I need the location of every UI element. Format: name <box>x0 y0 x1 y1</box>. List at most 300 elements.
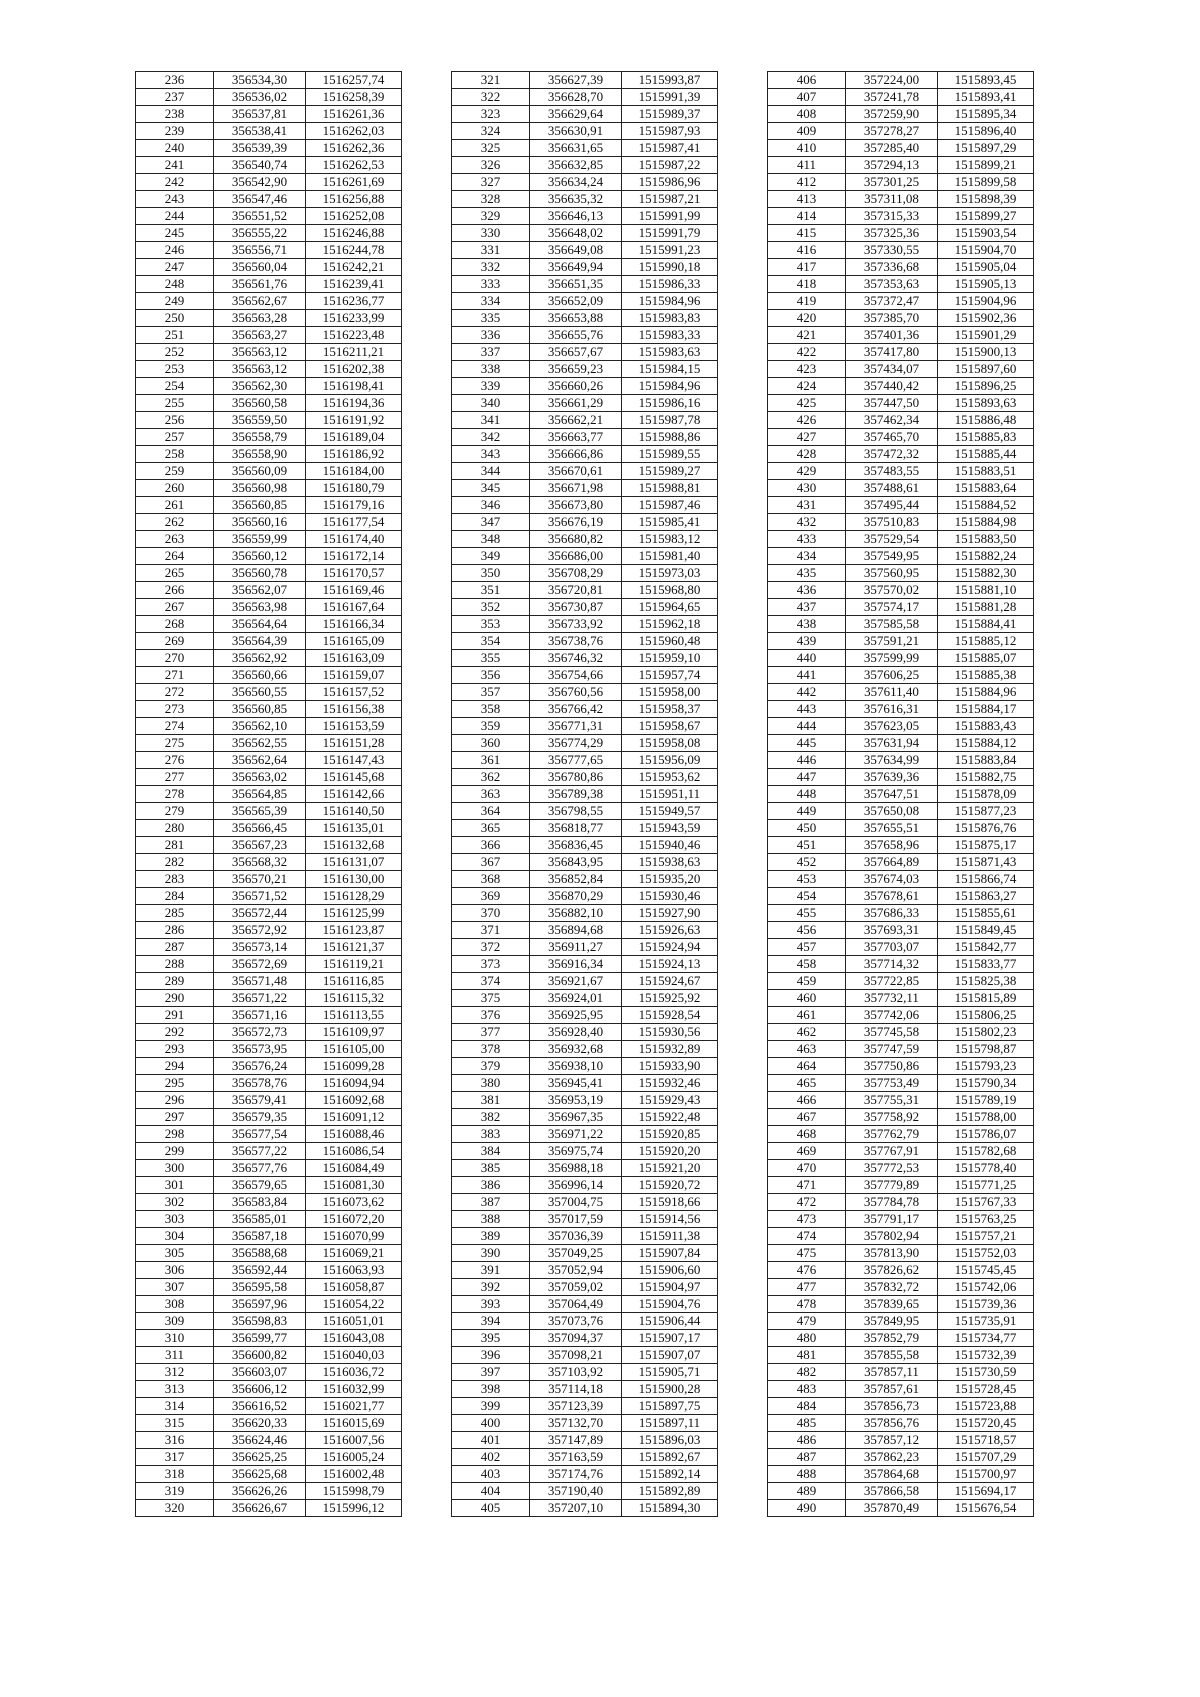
table-row <box>452 1194 718 1211</box>
point-number-cell: 306 <box>136 1262 214 1279</box>
y-coordinate-cell: 1515962,18 <box>622 616 718 633</box>
y-coordinate-cell: 1515881,28 <box>938 599 1034 616</box>
x-coordinate-cell: 356967,35 <box>530 1109 622 1126</box>
point-number-cell: 371 <box>452 922 530 939</box>
y-coordinate-cell: 1515802,23 <box>938 1024 1034 1041</box>
table-row <box>136 395 402 412</box>
point-number-cell: 256 <box>136 412 214 429</box>
x-coordinate-cell: 357599,99 <box>846 650 938 667</box>
y-coordinate-cell: 1515878,09 <box>938 786 1034 803</box>
x-coordinate-cell: 356652,09 <box>530 293 622 310</box>
table-row <box>136 837 402 854</box>
table-row <box>452 497 718 514</box>
x-coordinate-cell: 356534,30 <box>214 72 306 89</box>
table-row <box>452 463 718 480</box>
point-number-cell: 462 <box>768 1024 846 1041</box>
x-coordinate-cell: 356662,21 <box>530 412 622 429</box>
point-number-cell: 299 <box>136 1143 214 1160</box>
x-coordinate-cell: 356572,73 <box>214 1024 306 1041</box>
x-coordinate-cell: 356660,26 <box>530 378 622 395</box>
x-coordinate-cell: 357353,63 <box>846 276 938 293</box>
x-coordinate-cell: 357791,17 <box>846 1211 938 1228</box>
y-coordinate-cell: 1516258,39 <box>306 89 402 106</box>
point-number-cell: 441 <box>768 667 846 684</box>
table-row <box>768 1177 1034 1194</box>
point-number-cell: 404 <box>452 1483 530 1500</box>
table-row <box>452 616 718 633</box>
point-number-cell: 392 <box>452 1279 530 1296</box>
x-coordinate-cell: 356882,10 <box>530 905 622 922</box>
x-coordinate-cell: 356606,12 <box>214 1381 306 1398</box>
table-row <box>452 242 718 259</box>
table-row <box>452 429 718 446</box>
y-coordinate-cell: 1515793,23 <box>938 1058 1034 1075</box>
x-coordinate-cell: 357639,36 <box>846 769 938 786</box>
point-number-cell: 363 <box>452 786 530 803</box>
point-number-cell: 475 <box>768 1245 846 1262</box>
point-number-cell: 238 <box>136 106 214 123</box>
table-row <box>136 684 402 701</box>
table-row <box>768 548 1034 565</box>
y-coordinate-cell: 1515842,77 <box>938 939 1034 956</box>
x-coordinate-cell: 357098,21 <box>530 1347 622 1364</box>
y-coordinate-cell: 1516058,87 <box>306 1279 402 1296</box>
table-row <box>136 1347 402 1364</box>
table-row <box>452 871 718 888</box>
point-number-cell: 370 <box>452 905 530 922</box>
point-number-cell: 463 <box>768 1041 846 1058</box>
table-row <box>768 1211 1034 1228</box>
y-coordinate-cell: 1515920,72 <box>622 1177 718 1194</box>
x-coordinate-cell: 357686,33 <box>846 905 938 922</box>
x-coordinate-cell: 357664,89 <box>846 854 938 871</box>
x-coordinate-cell: 356556,71 <box>214 242 306 259</box>
table-row <box>136 888 402 905</box>
x-coordinate-cell: 357857,12 <box>846 1432 938 1449</box>
point-number-cell: 421 <box>768 327 846 344</box>
y-coordinate-cell: 1516159,07 <box>306 667 402 684</box>
y-coordinate-cell: 1516043,08 <box>306 1330 402 1347</box>
y-coordinate-cell: 1516142,66 <box>306 786 402 803</box>
y-coordinate-cell: 1515866,74 <box>938 871 1034 888</box>
table-row <box>136 820 402 837</box>
x-coordinate-cell: 356558,79 <box>214 429 306 446</box>
point-number-cell: 267 <box>136 599 214 616</box>
table-row <box>768 1228 1034 1245</box>
x-coordinate-cell: 356562,07 <box>214 582 306 599</box>
table-row <box>768 242 1034 259</box>
table-row <box>768 395 1034 412</box>
y-coordinate-cell: 1515896,03 <box>622 1432 718 1449</box>
y-coordinate-cell: 1516156,38 <box>306 701 402 718</box>
x-coordinate-cell: 357049,25 <box>530 1245 622 1262</box>
y-coordinate-cell: 1516242,21 <box>306 259 402 276</box>
y-coordinate-cell: 1516179,16 <box>306 497 402 514</box>
x-coordinate-cell: 357631,94 <box>846 735 938 752</box>
y-coordinate-cell: 1515904,70 <box>938 242 1034 259</box>
x-coordinate-cell: 356671,98 <box>530 480 622 497</box>
y-coordinate-cell: 1515767,33 <box>938 1194 1034 1211</box>
table-row <box>452 208 718 225</box>
x-coordinate-cell: 356560,16 <box>214 514 306 531</box>
table-row <box>136 1041 402 1058</box>
x-coordinate-cell: 356562,30 <box>214 378 306 395</box>
y-coordinate-cell: 1516036,72 <box>306 1364 402 1381</box>
table-row <box>136 905 402 922</box>
point-number-cell: 464 <box>768 1058 846 1075</box>
x-coordinate-cell: 356657,67 <box>530 344 622 361</box>
table-row <box>136 174 402 191</box>
x-coordinate-cell: 357606,25 <box>846 667 938 684</box>
point-number-cell: 261 <box>136 497 214 514</box>
y-coordinate-cell: 1515986,33 <box>622 276 718 293</box>
point-number-cell: 293 <box>136 1041 214 1058</box>
y-coordinate-cell: 1515940,46 <box>622 837 718 854</box>
y-coordinate-cell: 1515918,66 <box>622 1194 718 1211</box>
y-coordinate-cell: 1516069,21 <box>306 1245 402 1262</box>
x-coordinate-cell: 356565,39 <box>214 803 306 820</box>
x-coordinate-cell: 356928,40 <box>530 1024 622 1041</box>
point-number-cell: 344 <box>452 463 530 480</box>
point-number-cell: 319 <box>136 1483 214 1500</box>
table-row <box>452 956 718 973</box>
table-row <box>136 1092 402 1109</box>
x-coordinate-cell: 357722,85 <box>846 973 938 990</box>
y-coordinate-cell: 1516005,24 <box>306 1449 402 1466</box>
x-coordinate-cell: 356760,56 <box>530 684 622 701</box>
point-number-cell: 298 <box>136 1126 214 1143</box>
table-row <box>768 837 1034 854</box>
x-coordinate-cell: 356560,58 <box>214 395 306 412</box>
point-number-cell: 263 <box>136 531 214 548</box>
y-coordinate-cell: 1515983,63 <box>622 344 718 361</box>
x-coordinate-cell: 357224,00 <box>846 72 938 89</box>
x-coordinate-cell: 357852,79 <box>846 1330 938 1347</box>
x-coordinate-cell: 357714,32 <box>846 956 938 973</box>
y-coordinate-cell: 1515806,25 <box>938 1007 1034 1024</box>
point-number-cell: 252 <box>136 344 214 361</box>
point-number-cell: 353 <box>452 616 530 633</box>
table-row <box>768 752 1034 769</box>
table-row <box>452 1381 718 1398</box>
y-coordinate-cell: 1516166,34 <box>306 616 402 633</box>
y-coordinate-cell: 1515902,36 <box>938 310 1034 327</box>
x-coordinate-cell: 356975,74 <box>530 1143 622 1160</box>
x-coordinate-cell: 357864,68 <box>846 1466 938 1483</box>
point-number-cell: 455 <box>768 905 846 922</box>
y-coordinate-cell: 1515897,11 <box>622 1415 718 1432</box>
y-coordinate-cell: 1516262,03 <box>306 123 402 140</box>
y-coordinate-cell: 1516105,00 <box>306 1041 402 1058</box>
y-coordinate-cell: 1515871,43 <box>938 854 1034 871</box>
table-row <box>136 1415 402 1432</box>
y-coordinate-cell: 1515984,96 <box>622 293 718 310</box>
table-row <box>452 565 718 582</box>
y-coordinate-cell: 1516169,46 <box>306 582 402 599</box>
table-row <box>136 1126 402 1143</box>
x-coordinate-cell: 356551,52 <box>214 208 306 225</box>
x-coordinate-cell: 356620,33 <box>214 1415 306 1432</box>
table-row <box>452 361 718 378</box>
x-coordinate-cell: 356843,95 <box>530 854 622 871</box>
y-coordinate-cell: 1516174,40 <box>306 531 402 548</box>
y-coordinate-cell: 1516135,01 <box>306 820 402 837</box>
point-number-cell: 479 <box>768 1313 846 1330</box>
point-number-cell: 357 <box>452 684 530 701</box>
point-number-cell: 322 <box>452 89 530 106</box>
x-coordinate-cell: 356789,38 <box>530 786 622 803</box>
x-coordinate-cell: 356680,82 <box>530 531 622 548</box>
table-row <box>768 905 1034 922</box>
y-coordinate-cell: 1515987,41 <box>622 140 718 157</box>
table-row <box>768 786 1034 803</box>
point-number-cell: 445 <box>768 735 846 752</box>
point-number-cell: 466 <box>768 1092 846 1109</box>
point-number-cell: 257 <box>136 429 214 446</box>
y-coordinate-cell: 1515983,83 <box>622 310 718 327</box>
y-coordinate-cell: 1515927,90 <box>622 905 718 922</box>
x-coordinate-cell: 356625,25 <box>214 1449 306 1466</box>
y-coordinate-cell: 1515885,38 <box>938 667 1034 684</box>
x-coordinate-cell: 357560,95 <box>846 565 938 582</box>
table-row <box>452 1313 718 1330</box>
point-number-cell: 314 <box>136 1398 214 1415</box>
x-coordinate-cell: 356539,39 <box>214 140 306 157</box>
y-coordinate-cell: 1515998,79 <box>306 1483 402 1500</box>
x-coordinate-cell: 357064,49 <box>530 1296 622 1313</box>
table-row <box>136 1330 402 1347</box>
point-number-cell: 382 <box>452 1109 530 1126</box>
x-coordinate-cell: 356567,23 <box>214 837 306 854</box>
table-row <box>136 1313 402 1330</box>
table-row <box>452 1364 718 1381</box>
x-coordinate-cell: 356583,84 <box>214 1194 306 1211</box>
table-row <box>452 1449 718 1466</box>
y-coordinate-cell: 1515987,21 <box>622 191 718 208</box>
table-row <box>452 752 718 769</box>
point-number-cell: 269 <box>136 633 214 650</box>
table-row <box>452 140 718 157</box>
table-row <box>136 72 402 89</box>
y-coordinate-cell: 1516165,09 <box>306 633 402 650</box>
x-coordinate-cell: 356592,44 <box>214 1262 306 1279</box>
point-number-cell: 406 <box>768 72 846 89</box>
x-coordinate-cell: 356670,61 <box>530 463 622 480</box>
x-coordinate-cell: 357285,40 <box>846 140 938 157</box>
x-coordinate-cell: 357278,27 <box>846 123 938 140</box>
table-row <box>452 854 718 871</box>
coordinate-table-1 <box>135 71 402 1517</box>
table-row <box>768 1415 1034 1432</box>
x-coordinate-cell: 357674,03 <box>846 871 938 888</box>
x-coordinate-cell: 357190,40 <box>530 1483 622 1500</box>
x-coordinate-cell: 356577,22 <box>214 1143 306 1160</box>
y-coordinate-cell: 1515883,50 <box>938 531 1034 548</box>
table-row <box>768 616 1034 633</box>
point-number-cell: 292 <box>136 1024 214 1041</box>
table-row <box>452 327 718 344</box>
x-coordinate-cell: 357762,79 <box>846 1126 938 1143</box>
y-coordinate-cell: 1515742,06 <box>938 1279 1034 1296</box>
table-row <box>452 310 718 327</box>
table-row <box>136 1058 402 1075</box>
y-coordinate-cell: 1515989,55 <box>622 446 718 463</box>
table-row <box>452 888 718 905</box>
y-coordinate-cell: 1515911,38 <box>622 1228 718 1245</box>
point-number-cell: 337 <box>452 344 530 361</box>
y-coordinate-cell: 1515892,14 <box>622 1466 718 1483</box>
point-number-cell: 303 <box>136 1211 214 1228</box>
y-coordinate-cell: 1515960,48 <box>622 633 718 650</box>
table-row <box>768 871 1034 888</box>
table-row <box>136 327 402 344</box>
point-number-cell: 246 <box>136 242 214 259</box>
table-row <box>768 497 1034 514</box>
point-number-cell: 452 <box>768 854 846 871</box>
x-coordinate-cell: 356625,68 <box>214 1466 306 1483</box>
point-number-cell: 399 <box>452 1398 530 1415</box>
x-coordinate-cell: 357855,58 <box>846 1347 938 1364</box>
point-number-cell: 488 <box>768 1466 846 1483</box>
x-coordinate-cell: 357163,59 <box>530 1449 622 1466</box>
x-coordinate-cell: 356560,85 <box>214 701 306 718</box>
table-row <box>768 1126 1034 1143</box>
point-number-cell: 242 <box>136 174 214 191</box>
x-coordinate-cell: 357857,11 <box>846 1364 938 1381</box>
y-coordinate-cell: 1515920,85 <box>622 1126 718 1143</box>
table-row <box>136 1245 402 1262</box>
table-row <box>768 565 1034 582</box>
point-number-cell: 249 <box>136 293 214 310</box>
x-coordinate-cell: 356627,39 <box>530 72 622 89</box>
x-coordinate-cell: 356571,22 <box>214 990 306 1007</box>
x-coordinate-cell: 356730,87 <box>530 599 622 616</box>
y-coordinate-cell: 1515899,27 <box>938 208 1034 225</box>
y-coordinate-cell: 1515932,46 <box>622 1075 718 1092</box>
x-coordinate-cell: 356629,64 <box>530 106 622 123</box>
table-row <box>136 1398 402 1415</box>
y-coordinate-cell: 1516157,52 <box>306 684 402 701</box>
y-coordinate-cell: 1515981,40 <box>622 548 718 565</box>
point-number-cell: 447 <box>768 769 846 786</box>
table-row <box>452 1007 718 1024</box>
table-row <box>768 531 1034 548</box>
y-coordinate-cell: 1516121,37 <box>306 939 402 956</box>
x-coordinate-cell: 357123,39 <box>530 1398 622 1415</box>
x-coordinate-cell: 357495,44 <box>846 497 938 514</box>
point-number-cell: 291 <box>136 1007 214 1024</box>
y-coordinate-cell: 1515884,52 <box>938 497 1034 514</box>
x-coordinate-cell: 357784,78 <box>846 1194 938 1211</box>
point-number-cell: 301 <box>136 1177 214 1194</box>
point-number-cell: 414 <box>768 208 846 225</box>
point-number-cell: 317 <box>136 1449 214 1466</box>
x-coordinate-cell: 357294,13 <box>846 157 938 174</box>
table-row <box>452 446 718 463</box>
table-row <box>136 1160 402 1177</box>
y-coordinate-cell: 1516252,08 <box>306 208 402 225</box>
y-coordinate-cell: 1516113,55 <box>306 1007 402 1024</box>
x-coordinate-cell: 357856,73 <box>846 1398 938 1415</box>
table-row <box>452 259 718 276</box>
y-coordinate-cell: 1515798,87 <box>938 1041 1034 1058</box>
point-number-cell: 443 <box>768 701 846 718</box>
table-row <box>136 310 402 327</box>
y-coordinate-cell: 1515929,43 <box>622 1092 718 1109</box>
y-coordinate-cell: 1516261,69 <box>306 174 402 191</box>
y-coordinate-cell: 1515886,48 <box>938 412 1034 429</box>
y-coordinate-cell: 1515884,96 <box>938 684 1034 701</box>
point-number-cell: 474 <box>768 1228 846 1245</box>
point-number-cell: 243 <box>136 191 214 208</box>
table-row <box>136 378 402 395</box>
x-coordinate-cell: 356561,76 <box>214 276 306 293</box>
point-number-cell: 350 <box>452 565 530 582</box>
x-coordinate-cell: 357330,55 <box>846 242 938 259</box>
x-coordinate-cell: 357447,50 <box>846 395 938 412</box>
x-coordinate-cell: 357036,39 <box>530 1228 622 1245</box>
point-number-cell: 356 <box>452 667 530 684</box>
point-number-cell: 327 <box>452 174 530 191</box>
y-coordinate-cell: 1516032,99 <box>306 1381 402 1398</box>
table-row <box>768 378 1034 395</box>
table-row <box>768 1500 1034 1517</box>
y-coordinate-cell: 1516180,79 <box>306 480 402 497</box>
table-row <box>768 803 1034 820</box>
x-coordinate-cell: 356558,90 <box>214 446 306 463</box>
x-coordinate-cell: 356562,67 <box>214 293 306 310</box>
point-number-cell: 239 <box>136 123 214 140</box>
x-coordinate-cell: 356547,46 <box>214 191 306 208</box>
table-row <box>768 208 1034 225</box>
point-number-cell: 325 <box>452 140 530 157</box>
y-coordinate-cell: 1515899,21 <box>938 157 1034 174</box>
table-row <box>136 1449 402 1466</box>
y-coordinate-cell: 1515855,61 <box>938 905 1034 922</box>
y-coordinate-cell: 1515892,89 <box>622 1483 718 1500</box>
point-number-cell: 461 <box>768 1007 846 1024</box>
x-coordinate-cell: 356798,55 <box>530 803 622 820</box>
x-coordinate-cell: 356921,67 <box>530 973 622 990</box>
x-coordinate-cell: 356777,65 <box>530 752 622 769</box>
table-row <box>452 735 718 752</box>
x-coordinate-cell: 357059,02 <box>530 1279 622 1296</box>
table-row <box>136 293 402 310</box>
x-coordinate-cell: 357745,58 <box>846 1024 938 1041</box>
table-row <box>136 803 402 820</box>
x-coordinate-cell: 356632,85 <box>530 157 622 174</box>
table-row <box>452 701 718 718</box>
table-row <box>136 1211 402 1228</box>
x-coordinate-cell: 356577,54 <box>214 1126 306 1143</box>
y-coordinate-cell: 1515732,39 <box>938 1347 1034 1364</box>
table-row <box>452 1398 718 1415</box>
x-coordinate-cell: 356852,84 <box>530 871 622 888</box>
x-coordinate-cell: 356563,02 <box>214 769 306 786</box>
table-row <box>768 599 1034 616</box>
point-number-cell: 458 <box>768 956 846 973</box>
point-number-cell: 411 <box>768 157 846 174</box>
point-number-cell: 244 <box>136 208 214 225</box>
x-coordinate-cell: 357488,61 <box>846 480 938 497</box>
x-coordinate-cell: 357103,92 <box>530 1364 622 1381</box>
point-number-cell: 431 <box>768 497 846 514</box>
x-coordinate-cell: 356945,41 <box>530 1075 622 1092</box>
point-number-cell: 333 <box>452 276 530 293</box>
x-coordinate-cell: 356836,45 <box>530 837 622 854</box>
y-coordinate-cell: 1515924,94 <box>622 939 718 956</box>
table-row <box>136 752 402 769</box>
